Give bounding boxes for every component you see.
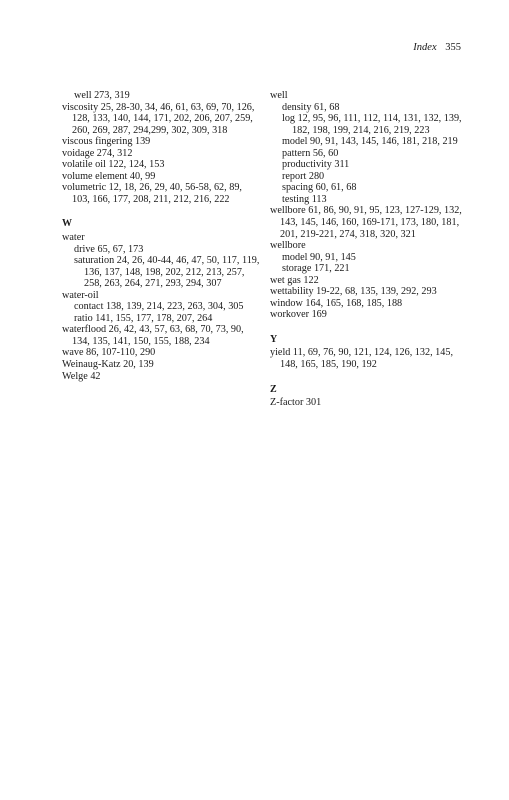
index-subentry: report 280: [282, 170, 325, 182]
index-entry: volumetric 12, 18, 26, 29, 40, 56-58, 62, 89, 103, 166, 177, 208, 211, 212, 216, 222: [62, 182, 242, 205]
index-entry: wellbore: [270, 240, 306, 252]
section-letter-w: W: [62, 218, 72, 230]
index-column-right: [270, 90, 470, 409]
index-entry: Weinaug-Katz 20, 139: [62, 359, 154, 371]
running-header-label: Index: [413, 42, 437, 53]
index-group-y: [270, 347, 470, 370]
section-letter-y: Y: [270, 333, 278, 345]
page-number: 355: [445, 42, 461, 53]
index-subentry: productivity 311: [282, 159, 350, 171]
index-group-v-tail: [62, 90, 262, 205]
index-group-z: [270, 397, 470, 409]
index-entry: volume element 40, 99: [62, 170, 156, 182]
index-entry: viscosity 25, 28-30, 34, 46, 61, 63, 69, 70, 126, 128, 133, 140, 144, 171, 202, 206, 207, 259, 260, 269, 287, 294,299, 302, 309, 318: [62, 101, 255, 136]
index-entry: window 164, 165, 168, 185, 188: [270, 297, 403, 309]
index-subentry: model 90, 91, 143, 145, 146, 181, 218, 219: [282, 136, 458, 148]
running-header: [413, 42, 461, 53]
index-entry: volatile oil 122, 124, 153: [62, 159, 165, 171]
index-group-w: [62, 232, 262, 382]
index-subentry: storage 171, 221: [282, 263, 350, 275]
index-subentry: model 90, 91, 145: [282, 251, 356, 263]
index-subentry: log 12, 95, 96, 111, 112, 114, 131, 132, 139, 182, 198, 199, 214, 216, 219, 223: [282, 113, 462, 136]
index-column-left: [62, 90, 262, 382]
index-entry: wettability 19-22, 68, 135, 139, 292, 293: [270, 286, 437, 298]
index-entry: viscous fingering 139: [62, 136, 151, 148]
index-entry: waterflood 26, 42, 43, 57, 63, 68, 70, 73, 90, 134, 135, 141, 150, 155, 188, 234: [62, 324, 244, 347]
index-entry: water-oil: [62, 289, 99, 301]
index-subentry: contact 138, 139, 214, 223, 263, 304, 305: [74, 301, 244, 313]
index-entry: wave 86, 107-110, 290: [62, 347, 156, 359]
index-subentry: ratio 141, 155, 177, 178, 207, 264: [74, 312, 213, 324]
index-subentry: pattern 56, 60: [282, 147, 339, 159]
index-entry: voidage 274, 312: [62, 147, 133, 159]
index-entry: well: [270, 90, 288, 101]
index-subentry: spacing 60, 61, 68: [282, 182, 357, 194]
index-group-w-cont: [270, 90, 470, 321]
section-letter-z: Z: [270, 383, 277, 395]
index-subentry: density 61, 68: [282, 101, 340, 113]
index-entry: water: [62, 232, 85, 244]
index-subentry: saturation 24, 26, 40-44, 46, 47, 50, 117, 119, 136, 137, 148, 198, 202, 212, 213, 257, 258, 263, 264, 271, 293, 294, 307: [74, 255, 260, 290]
index-entry: wet gas 122: [270, 274, 319, 286]
index-subentry: well 273, 319: [74, 90, 130, 101]
index-subentry: testing 113: [282, 193, 327, 205]
index-subentry: drive 65, 67, 173: [74, 243, 144, 255]
index-entry: wellbore 61, 86, 90, 91, 95, 123, 127-129, 132, 143, 145, 146, 160, 169-171, 173, 180, 181, 201, 219-221, 274, 318, 320, 321: [270, 205, 462, 240]
index-entry: Z-factor 301: [270, 397, 322, 409]
index-entry: yield 11, 69, 76, 90, 121, 124, 126, 132, 145, 148, 165, 185, 190, 192: [270, 347, 453, 371]
index-entry: workover 169: [270, 309, 327, 321]
index-entry: Welge 42: [62, 370, 101, 382]
